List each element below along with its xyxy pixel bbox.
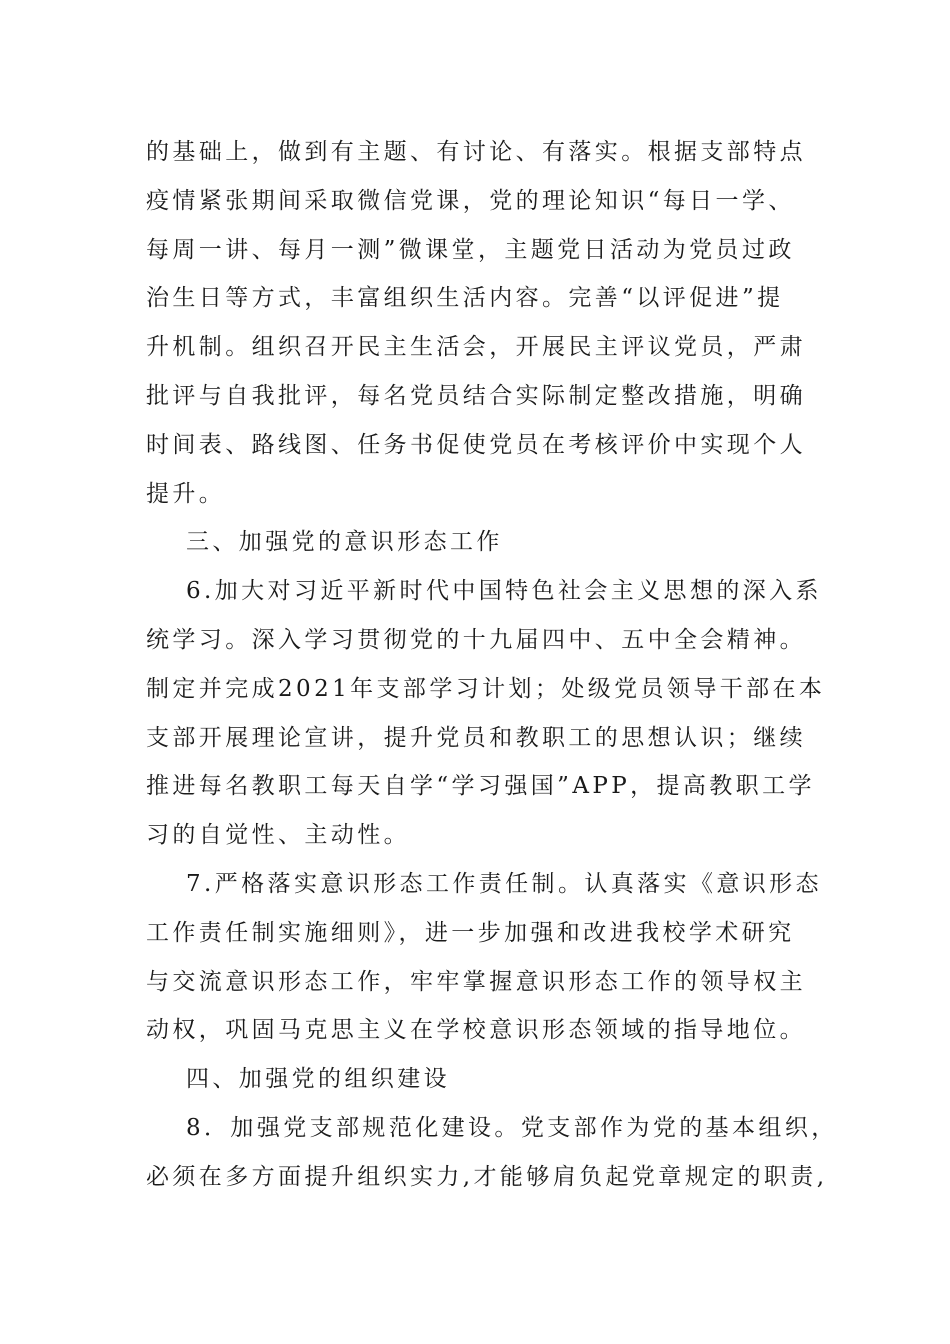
text-line: 习的自觉性、主动性。 <box>146 822 410 849</box>
text-line: 每周一讲、每月一测”微课堂，主题党日活动为党员过政 <box>146 236 795 263</box>
text-line: 疫情紧张期间采取微信党课，党的理论知识“每日一学、 <box>146 187 795 214</box>
text-line: 推进每名教职工每天自学“学习强国”APP，提高教职工学 <box>146 773 815 800</box>
section-heading-4: 四、加强党的组织建设 <box>186 1066 450 1093</box>
text-line: 支部开展理论宣讲，提升党员和教职工的思想认识；继续 <box>146 724 806 751</box>
text-line: 必须在多方面提升组织实力,才能够肩负起党章规定的职责, <box>146 1163 828 1190</box>
text-line: 与交流意识形态工作，牢牢掌握意识形态工作的领导权主 <box>146 968 806 995</box>
document-body <box>146 128 838 1202</box>
text-line: 动权，巩固马克思主义在学校意识形态领域的指导地位。 <box>146 1017 806 1044</box>
item-8-first-line: 8．加强党支部规范化建设。党支部作为党的基本组织， <box>186 1114 838 1141</box>
section-heading-3: 三、加强党的意识形态工作 <box>186 529 503 556</box>
item-6-first-line: 6.加大对习近平新时代中国特色社会主义思想的深入系 <box>186 578 822 605</box>
text-line: 治生日等方式，丰富组织生活内容。完善“以评促进”提 <box>146 285 784 312</box>
text-line: 的基础上，做到有主题、有讨论、有落实。根据支部特点 <box>146 139 806 165</box>
text-line: 工作责任制实施细则》，进一步加强和改进我校学术研究 <box>146 919 795 946</box>
text-line: 制定并完成2021年支部学习计划；处级党员领导干部在本 <box>146 675 826 702</box>
text-line: 批评与自我批评，每名党员结合实际制定整改措施，明确 <box>146 382 806 409</box>
text-line: 升机制。组织召开民主生活会，开展民主评议党员，严肃 <box>146 334 806 361</box>
item-7-first-line: 7.严格落实意识形态工作责任制。认真落实《意识形态 <box>186 870 822 897</box>
text-line: 时间表、路线图、任务书促使党员在考核评价中实现个人 <box>146 431 806 458</box>
text-line: 统学习。深入学习贯彻党的十九届四中、五中全会精神。 <box>146 626 806 653</box>
text-line: 提升。 <box>146 480 226 507</box>
